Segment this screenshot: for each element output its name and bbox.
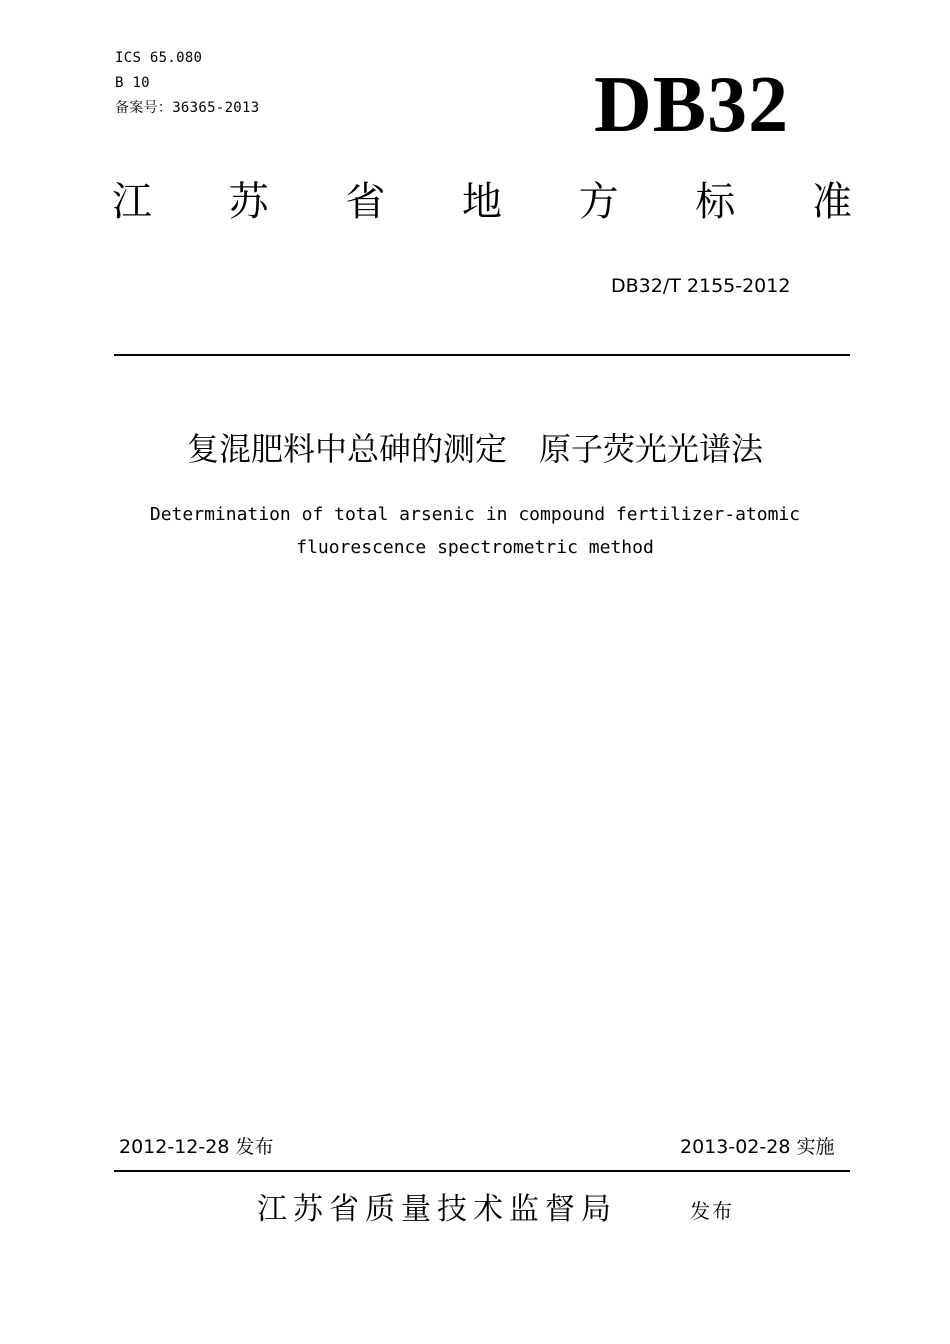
standard-type-char: 地 [461, 179, 502, 225]
implementation-date: 2013-02-28 实施 [680, 1136, 835, 1158]
issuing-authority: 江苏省质量技术监督局 [257, 1192, 617, 1227]
ics-code: ICS 65.080 [115, 50, 203, 66]
issuing-suffix: 发布 [690, 1199, 734, 1223]
title-chinese: 复混肥料中总砷的测定 原子荧光光谱法 [186, 430, 763, 468]
title-english-line1: Determination of total arsenic in compound fertilizer-atomic [149, 504, 801, 525]
top-divider [114, 354, 850, 356]
title-english-line2: fluorescence spectrometric method [296, 537, 654, 558]
classification-code: B 10 [115, 75, 150, 91]
standard-type-char: 省 [345, 179, 386, 225]
record-number: 备案号：36365-2013 [115, 100, 260, 116]
issue-date: 2012-12-28 发布 [119, 1136, 274, 1158]
standard-type-char: 苏 [228, 179, 269, 225]
db32-logo: DB32 [594, 61, 790, 149]
standard-type-char: 方 [578, 179, 619, 225]
standard-type-char: 准 [811, 179, 852, 225]
bottom-divider [114, 1170, 850, 1172]
standard-type-char: 江 [112, 179, 152, 225]
standard-code: DB32/T 2155-2012 [611, 275, 791, 297]
standard-type-char: 标 [695, 179, 736, 225]
standard-type-heading [112, 176, 852, 228]
